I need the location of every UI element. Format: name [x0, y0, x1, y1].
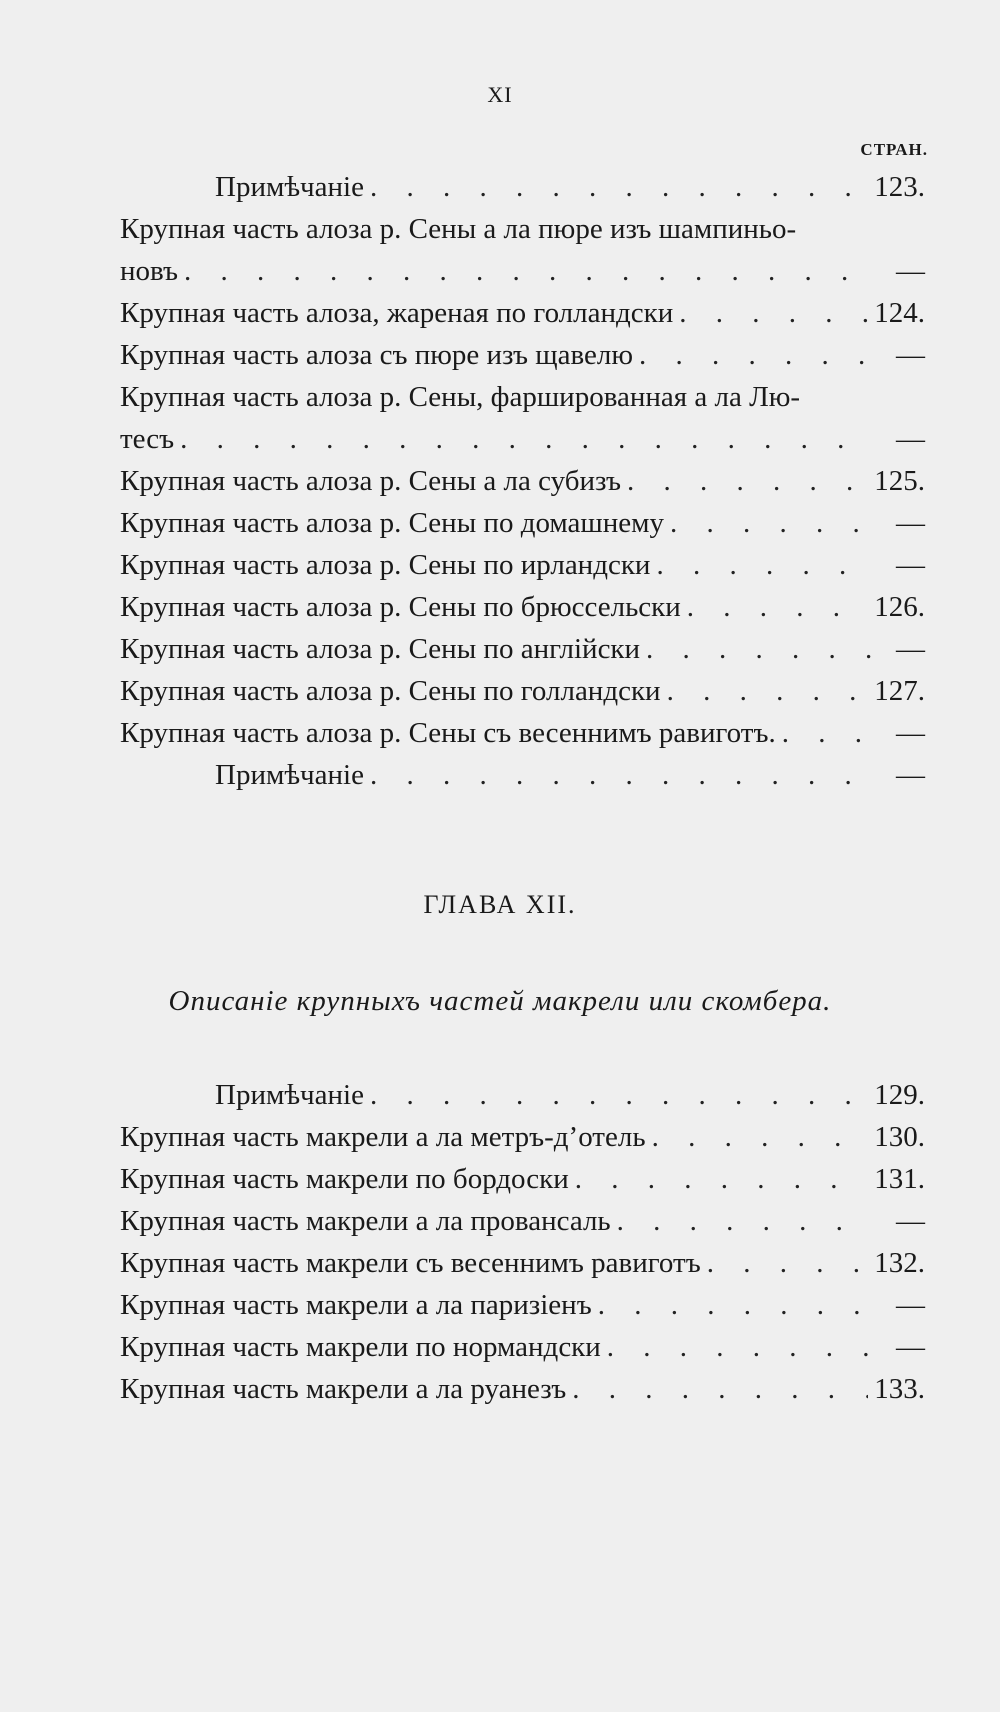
toc-entry: [120, 586, 925, 628]
toc-entry-page: 124.: [874, 297, 925, 329]
toc-entry-page: 126.: [874, 591, 925, 623]
leader-dots: [572, 1368, 868, 1410]
toc-entry: [120, 1368, 925, 1410]
toc-entry-page: 125.: [874, 465, 925, 497]
toc-entry-title: Крупная часть макрели по бордоски: [120, 1163, 569, 1195]
leader-dots: [617, 1200, 871, 1242]
toc-entry-title: Крупная часть алоза съ пюре изъ щавелю: [120, 339, 633, 371]
leader-dots: [639, 334, 871, 376]
toc-entry: [120, 250, 925, 292]
leader-dots: [370, 166, 868, 208]
leader-dots: [184, 250, 871, 292]
toc-entry-title: Крупная часть алоза р. Сены а ла пюре изъ шампиньо-: [120, 213, 797, 245]
toc-entry: [120, 502, 925, 544]
toc-entry: [120, 334, 925, 376]
toc-entry-title: Крупная часть макрели по нормандски: [120, 1331, 601, 1363]
toc-entry-title: Крупная часть макрели а ла руанезъ: [120, 1373, 567, 1405]
leader-dots: [687, 586, 868, 628]
toc-entry-title: Крупная часть макрели съ весеннимъ равиготъ: [120, 1247, 701, 1279]
toc-entry: [120, 544, 925, 586]
toc-entry: [120, 628, 925, 670]
toc-entry-title: Примѣчаніе: [215, 171, 364, 203]
leader-dots: [627, 460, 868, 502]
toc-entry-page: —: [896, 759, 925, 791]
toc-entry-title: Крупная часть алоза р. Сены по голландски: [120, 675, 661, 707]
page-number: XI: [487, 82, 513, 107]
leader-dots: [370, 1074, 868, 1116]
toc-entry-title: Крупная часть макрели а ла паризіенъ: [120, 1289, 592, 1321]
toc-entry-title: Крупная часть алоза р. Сены по ирландски: [120, 549, 651, 581]
chapter-title: ГЛАВА XII.: [423, 890, 577, 919]
toc-entry-title: Примѣчаніе: [215, 759, 364, 791]
leader-dots: [782, 712, 871, 754]
leader-dots: [575, 1158, 868, 1200]
leader-dots: [707, 1242, 869, 1284]
toc-entry: [120, 670, 925, 712]
toc-entry-page: —: [896, 549, 925, 581]
toc-entry-page: —: [896, 423, 925, 455]
toc-entry: [120, 418, 925, 460]
toc-entry-page: —: [896, 507, 925, 539]
toc-entry: [120, 460, 925, 502]
leader-dots: [670, 502, 871, 544]
toc-entry-title: Крупная часть макрели а ла метръ-д’отель: [120, 1121, 646, 1153]
pages-column-label: СТРАН.: [860, 140, 928, 159]
toc-entry-continuation: новъ: [120, 255, 178, 287]
leader-dots: [652, 1116, 869, 1158]
toc-entry: [120, 1158, 925, 1200]
toc-section-2: [120, 1074, 925, 1410]
leader-dots: [370, 754, 871, 796]
toc-entry-title: Крупная часть алоза р. Сены по англійски: [120, 633, 641, 665]
chapter-subtitle: Описаніе крупныхъ частей макрели или скомбера.: [168, 985, 832, 1017]
toc-entry: [120, 1074, 925, 1116]
leader-dots: [679, 292, 868, 334]
toc-entry-title: Крупная часть алоза р. Сены, фаршированная а ла Лю-: [120, 381, 801, 413]
toc-entry-title: Крупная часть алоза р. Сены а ла субизъ: [120, 465, 621, 497]
toc-entry-page: —: [896, 255, 925, 287]
leader-dots: [180, 418, 871, 460]
toc-entry: [120, 1116, 925, 1158]
toc-entry-title: Крупная часть алоза р. Сены по брюссельски: [120, 591, 681, 623]
toc-entry-page: 132.: [874, 1247, 925, 1279]
toc-entry-page: —: [896, 633, 925, 665]
toc-entry: [120, 712, 925, 754]
toc-entry-page: —: [896, 717, 925, 749]
toc-entry-page: 123.: [874, 171, 925, 203]
toc-section-1: [120, 166, 925, 796]
toc-entry-page: —: [896, 1289, 925, 1321]
toc-entry-title: Примѣчаніе: [215, 1079, 364, 1111]
toc-entry-page: —: [896, 1205, 925, 1237]
leader-dots: [667, 670, 869, 712]
toc-entry-title: Крупная часть алоза р. Сены по домашнему: [120, 507, 665, 539]
toc-entry-page: —: [896, 339, 925, 371]
toc-entry-title: Крупная часть алоза р. Сены съ весеннимъ равиготъ.: [120, 717, 776, 749]
toc-entry-page: 130.: [874, 1121, 925, 1153]
toc-entry: [120, 166, 925, 208]
toc-entry-page: 129.: [874, 1079, 925, 1111]
leader-dots: [646, 628, 871, 670]
toc-entry-continuation: тесъ: [120, 423, 175, 455]
leader-dots: [607, 1326, 871, 1368]
toc-entry-page: —: [896, 1331, 925, 1363]
leader-dots: [656, 544, 871, 586]
toc-entry: [120, 1284, 925, 1326]
toc-entry-title: Крупная часть алоза, жареная по голландски: [120, 297, 674, 329]
toc-entry-page: 131.: [874, 1163, 925, 1195]
toc-entry: [120, 754, 925, 796]
toc-entry: [120, 1242, 925, 1284]
toc-entry: [120, 1326, 925, 1368]
toc-entry: [120, 1200, 925, 1242]
toc-entry-page: 133.: [874, 1373, 925, 1405]
leader-dots: [598, 1284, 871, 1326]
toc-entry: [120, 292, 925, 334]
toc-entry-page: 127.: [874, 675, 925, 707]
toc-entry-title: Крупная часть макрели а ла провансаль: [120, 1205, 611, 1237]
